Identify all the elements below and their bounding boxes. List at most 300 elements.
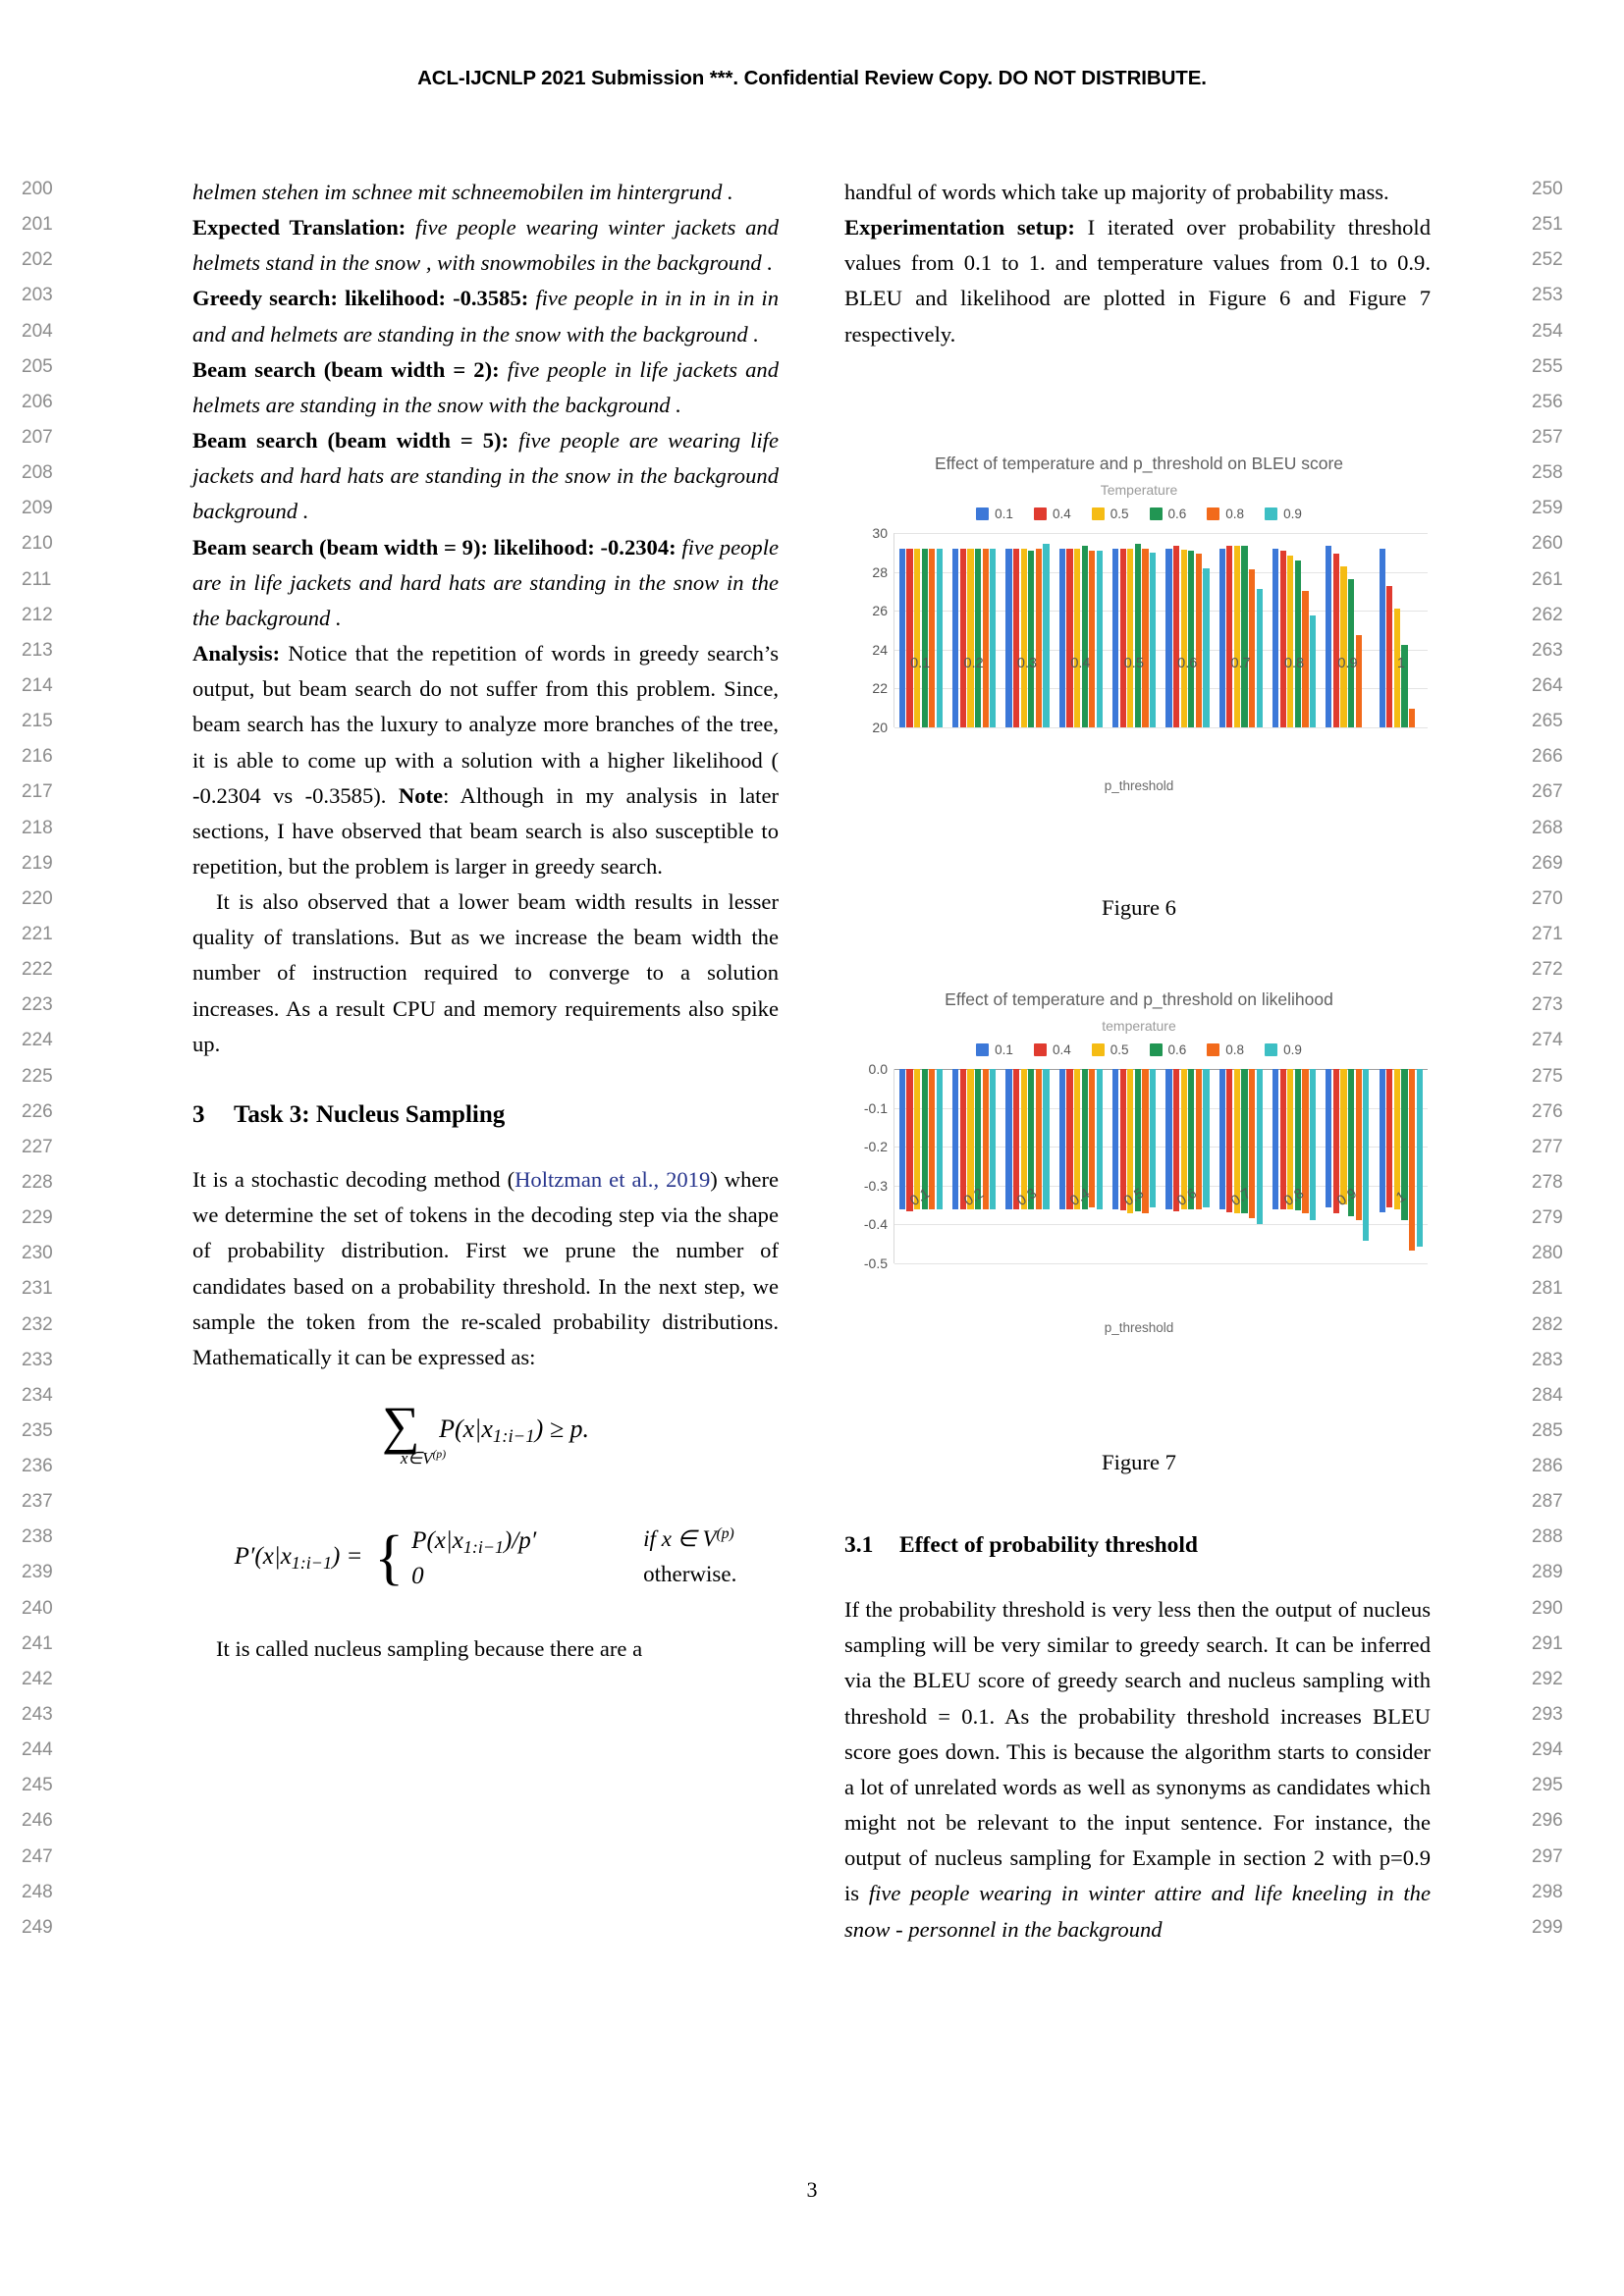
bar[interactable] (1333, 554, 1339, 727)
line-number: 229 (22, 1207, 53, 1229)
y-tick-label: 26 (872, 603, 888, 619)
bar[interactable] (1272, 1069, 1278, 1209)
equation-nucleus-sum (192, 1396, 779, 1499)
bar[interactable] (1036, 549, 1042, 727)
line-number: 271 (1532, 923, 1563, 944)
legend-item[interactable] (1092, 507, 1129, 521)
line-number: 211 (22, 568, 52, 590)
bars (1272, 533, 1317, 727)
legend-item[interactable] (1092, 1042, 1129, 1057)
legend-label: 0.4 (1052, 507, 1071, 521)
bars (1165, 533, 1211, 727)
line-number: 267 (1532, 781, 1563, 803)
legend-item[interactable] (1265, 507, 1302, 521)
bar[interactable] (1188, 551, 1194, 727)
line-number: 265 (1532, 711, 1563, 732)
bar[interactable] (1310, 615, 1316, 727)
bars (1058, 1069, 1104, 1263)
legend-item[interactable] (1207, 507, 1244, 521)
bar[interactable] (914, 549, 920, 727)
legend-label: 0.5 (1110, 1042, 1129, 1057)
x-tick-label: 1 (1393, 1189, 1409, 1206)
bar[interactable] (1196, 1069, 1202, 1209)
line-number: 282 (1532, 1313, 1563, 1335)
bars (898, 533, 944, 727)
analysis-text: Notice that the repetition of words in greedy search’s output, but beam search do not suffer from this problem. Since, beam search has the luxury to analyze more branches of the tree, it is able to come up with a solution with a higher likelihood ( -0.2304 vs -0.3585). (192, 641, 779, 808)
sum-limit-superscript: (p) (432, 1448, 447, 1461)
bar[interactable] (1165, 549, 1171, 727)
line-number: 231 (22, 1278, 53, 1300)
nucleus-intro-b: ) where we determine the set of tokens in the decoding step via the shape of probability distribution. First we prune the number of candidates based on a probability threshold. In the next step, we sample the token from the re-scaled probability distributions. Mathematically it can be expressed as: (192, 1167, 779, 1369)
bar-group (1215, 1069, 1268, 1263)
case-row-1 (411, 1524, 736, 1560)
greedy-search-text: five people in in in in in in and and helmets are standing in the snow with the background . (192, 286, 779, 347)
bar-group (1375, 533, 1428, 727)
bars (1112, 533, 1158, 727)
figure-6-legend-title: Temperature (1100, 482, 1178, 498)
line-number: 235 (22, 1419, 53, 1441)
y-tick-label: 22 (872, 680, 888, 697)
note-label: Note (398, 782, 444, 808)
x-tick-label: 0.3 (1014, 1185, 1040, 1210)
figure-7-plot (844, 1061, 1434, 1271)
legend-item[interactable] (1034, 507, 1071, 521)
bar[interactable] (967, 549, 973, 727)
bar-group (1108, 1069, 1161, 1263)
legend-label: 0.6 (1167, 1042, 1187, 1057)
legend-label: 0.5 (1110, 507, 1129, 521)
bar[interactable] (1066, 549, 1072, 727)
line-number: 292 (1532, 1668, 1563, 1689)
bars (1005, 1069, 1051, 1263)
legend-swatch-icon (1265, 1043, 1277, 1056)
bar[interactable] (1234, 546, 1240, 727)
y-tick-label: -0.2 (863, 1139, 888, 1155)
bar[interactable] (1326, 1069, 1331, 1207)
bar-group (1001, 533, 1055, 727)
legend-swatch-icon (1207, 1043, 1219, 1056)
bar[interactable] (1005, 549, 1011, 727)
x-tick-label: 0.2 (963, 656, 984, 671)
bar-groups (894, 533, 1428, 727)
figure-6-x-axis-title: p_threshold (1104, 778, 1174, 793)
bar[interactable] (1059, 549, 1065, 727)
equation2-lhs (235, 1542, 363, 1575)
right-column-bottom (844, 1522, 1431, 1948)
sum-body-subscript: 1:i−1 (492, 1426, 535, 1448)
section-title: Task 3: Nucleus Sampling (234, 1100, 506, 1128)
paragraph-beam-search-5 (192, 423, 779, 529)
y-tick-label: -0.1 (863, 1099, 888, 1116)
line-number: 214 (22, 674, 53, 696)
line-number: 230 (22, 1243, 53, 1264)
case-row-2 (411, 1560, 736, 1592)
bar[interactable] (1082, 546, 1088, 727)
bar[interactable] (1028, 551, 1034, 727)
case1-close: )/p′ (504, 1527, 537, 1554)
legend-label: 0.6 (1167, 507, 1187, 521)
page-header: ACL-IJCNLP 2021 Submission ***. Confidential Review Copy. DO NOT DISTRIBUTE. (417, 67, 1207, 89)
line-number: 208 (22, 462, 53, 484)
bar[interactable] (1219, 1069, 1225, 1209)
line-number: 254 (1532, 320, 1563, 342)
bar[interactable] (1363, 1069, 1369, 1241)
line-number: 262 (1532, 604, 1563, 625)
bar[interactable] (899, 1069, 905, 1209)
case2-value: 0 (411, 1562, 424, 1589)
bar[interactable] (1249, 569, 1255, 727)
figure-6-plot (844, 525, 1434, 735)
bar[interactable] (1089, 551, 1095, 727)
greedy-search-label: Greedy search: likelihood: -0.3585: (192, 286, 529, 311)
bar[interactable] (1181, 550, 1187, 727)
bars (1112, 1069, 1158, 1263)
bar[interactable] (1380, 549, 1385, 727)
bar-group (1001, 1069, 1055, 1263)
bar[interactable] (906, 549, 912, 727)
bar[interactable] (937, 1069, 943, 1209)
line-number: 233 (22, 1349, 53, 1370)
bar[interactable] (937, 549, 943, 727)
nucleus-intro-a: It is a stochastic decoding method ( (192, 1167, 515, 1193)
bar[interactable] (1142, 549, 1148, 727)
bar[interactable] (1112, 549, 1118, 727)
bar[interactable] (1280, 551, 1286, 727)
bar[interactable] (1021, 549, 1027, 727)
bar[interactable] (1112, 1069, 1118, 1209)
sigma-icon: ∑ (381, 1396, 420, 1455)
bar[interactable] (1326, 546, 1331, 727)
figure-7-x-axis-title: p_threshold (1104, 1320, 1174, 1335)
sum-body-close: ) ≥ p. (534, 1415, 590, 1443)
line-number: 210 (22, 533, 53, 555)
y-tick-label: 28 (872, 563, 888, 580)
bar[interactable] (1386, 1069, 1392, 1207)
line-number: 237 (22, 1491, 53, 1513)
paragraph-threshold-effect (844, 1592, 1431, 1948)
left-column (192, 175, 779, 1667)
line-number: 255 (1532, 355, 1563, 377)
paragraph-experimentation-setup (844, 210, 1431, 352)
line-number: 227 (22, 1136, 53, 1157)
threshold-effect-text: If the probability threshold is very less then the output of nucleus sampling will be very similar to greedy search. It can be inferred via the BLEU score of greedy search and nucleus sampling with threshold = 0.1. As the probability threshold increases BLEU score goes down. This is because the algorithm starts to consider a lot of unrelated words as well as synonyms as candidates which might not be relevant to the input sentence. For instance, the output of nucleus sampling for Example in section 2 with p=0.9 is (844, 1597, 1431, 1906)
line-number: 251 (1532, 214, 1563, 236)
subsection-number: 3.1 (844, 1532, 874, 1558)
line-number: 291 (1532, 1632, 1563, 1654)
bar[interactable] (1005, 1069, 1011, 1209)
bar[interactable] (1059, 1069, 1065, 1209)
citation-holtzman[interactable]: Holtzman et al., 2019 (514, 1167, 711, 1193)
bar[interactable] (983, 549, 989, 727)
figure-7-legend (844, 1042, 1434, 1057)
bar-group (947, 533, 1001, 727)
paragraph-prob-mass: handful of words which take up majority of probability mass. (844, 180, 1389, 204)
x-tick-label: 0.9 (1334, 1185, 1361, 1210)
line-number: 269 (1532, 852, 1563, 874)
x-tick-label: 0.9 (1337, 656, 1358, 671)
legend-swatch-icon (1150, 507, 1163, 520)
eq2-lhs-close: ) = (331, 1543, 363, 1571)
bar[interactable] (1120, 549, 1126, 727)
bar-group (1268, 1069, 1321, 1263)
bar-group (1161, 533, 1214, 727)
legend-item[interactable] (1150, 1042, 1187, 1057)
bar-group (1055, 1069, 1108, 1263)
line-number: 200 (22, 179, 53, 199)
bar[interactable] (1340, 566, 1346, 727)
line-number: 285 (1532, 1419, 1563, 1441)
line-number: 222 (22, 959, 53, 981)
bar[interactable] (952, 1069, 958, 1209)
case1-cond-text: if x ∈ V (643, 1526, 717, 1551)
note-text: : Although in my analysis in later sections, I have observed that beam search is also susceptible to repetition, but the problem is larger in greedy search. (192, 782, 779, 879)
bars (1326, 533, 1371, 727)
line-number: 277 (1532, 1136, 1563, 1157)
bar[interactable] (1066, 1069, 1072, 1209)
bars (952, 533, 998, 727)
bar[interactable] (1295, 561, 1301, 727)
line-number: 253 (1532, 285, 1563, 306)
case2-condition: otherwise. (643, 1561, 737, 1586)
bar[interactable] (1409, 709, 1415, 727)
bars (1326, 1069, 1371, 1263)
bar[interactable] (1241, 546, 1247, 727)
legend-label: 0.4 (1052, 1042, 1071, 1057)
case-brace-icon: { (374, 1524, 405, 1592)
figure-7-legend-title: temperature (1102, 1018, 1176, 1034)
line-number: 228 (22, 1171, 53, 1193)
bars (1379, 1069, 1424, 1263)
paragraph-nucleus-naming: It is called nucleus sampling because there are a (216, 1635, 643, 1661)
figure-6-title: Effect of temperature and p_threshold on BLEU score (934, 454, 1344, 473)
y-tick-label: 20 (872, 720, 888, 735)
legend-swatch-icon (1207, 507, 1219, 520)
line-number: 296 (1532, 1810, 1563, 1832)
legend-item[interactable] (976, 507, 1013, 521)
line-number: 293 (1532, 1704, 1563, 1726)
bars (1165, 1069, 1211, 1263)
bar[interactable] (1409, 1069, 1415, 1251)
line-number: 239 (22, 1562, 53, 1583)
bar[interactable] (1135, 544, 1141, 727)
bar-group (1161, 1069, 1214, 1263)
line-number: 263 (1532, 639, 1563, 661)
legend-item[interactable] (1207, 1042, 1244, 1057)
legend-label: 0.8 (1225, 507, 1245, 521)
bar[interactable] (1127, 549, 1133, 727)
legend-item[interactable] (1265, 1042, 1302, 1057)
bar[interactable] (975, 549, 981, 727)
bar-group (1108, 533, 1161, 727)
bar-group (894, 533, 947, 727)
gridline (894, 727, 1428, 728)
sum-body-p: P(x|x (439, 1415, 493, 1443)
x-tick-label: 0.6 (1174, 1185, 1201, 1210)
legend-item[interactable] (1150, 507, 1187, 521)
beam-search-9-label: Beam search (beam width = 9): likelihood: -0.2304: (192, 534, 677, 560)
line-number: 216 (22, 746, 53, 768)
line-number: 297 (1532, 1845, 1563, 1867)
bar[interactable] (960, 549, 966, 727)
line-number: 204 (22, 320, 53, 342)
x-tick-label: 0.8 (1281, 1185, 1307, 1210)
paragraph-nucleus-intro (192, 1162, 779, 1375)
page-number: 3 (806, 2177, 818, 2202)
line-number: 226 (22, 1100, 53, 1122)
line-number: 288 (1532, 1526, 1563, 1548)
figure-6 (844, 454, 1434, 793)
bar[interactable] (1356, 635, 1362, 727)
legend-swatch-icon (1034, 507, 1047, 520)
line-number: 264 (1532, 674, 1563, 696)
line-numbers-left (22, 172, 90, 1946)
line-number: 218 (22, 817, 53, 838)
bar[interactable] (1013, 549, 1019, 727)
line-number: 207 (22, 426, 53, 448)
bar[interactable] (983, 1069, 989, 1209)
bar[interactable] (1226, 546, 1232, 727)
line-number: 290 (1532, 1597, 1563, 1619)
line-number: 224 (22, 1030, 53, 1051)
legend-swatch-icon (976, 1043, 989, 1056)
analysis-label: Analysis: (192, 641, 281, 667)
bar[interactable] (1417, 1069, 1423, 1247)
bar[interactable] (990, 1069, 996, 1209)
eq2-lhs-subscript: 1:i−1 (291, 1553, 332, 1574)
bars (1218, 533, 1264, 727)
bars (1379, 533, 1424, 727)
bar[interactable] (952, 549, 958, 727)
line-numbers-right (1532, 172, 1600, 1946)
bar[interactable] (1165, 1069, 1171, 1209)
line-number: 280 (1532, 1243, 1563, 1264)
x-tick-label: 0.4 (1067, 1185, 1094, 1210)
bar[interactable] (929, 549, 935, 727)
line-number: 287 (1532, 1491, 1563, 1513)
bar[interactable] (1340, 1069, 1346, 1204)
line-number: 241 (22, 1632, 53, 1654)
line-number: 284 (1532, 1384, 1563, 1406)
bar[interactable] (990, 549, 996, 727)
line-number: 212 (22, 604, 53, 625)
paragraph-beam-search-2 (192, 352, 779, 423)
line-number: 203 (22, 285, 53, 306)
x-tick-label: 0.4 (1070, 656, 1091, 671)
bar[interactable] (1097, 551, 1103, 727)
bar[interactable] (1013, 1069, 1019, 1209)
legend-item[interactable] (1034, 1042, 1071, 1057)
bar[interactable] (1348, 579, 1354, 727)
threshold-effect-example: five people wearing in winter attire and life kneeling in the snow - personnel in the background (844, 1881, 1431, 1942)
line-number: 273 (1532, 994, 1563, 1016)
bar[interactable] (1173, 546, 1179, 727)
line-number: 268 (1532, 817, 1563, 838)
bar[interactable] (1280, 1069, 1286, 1209)
line-number: 246 (22, 1810, 53, 1832)
experimentation-setup-text: I iterated over probability threshold values from 0.1 to 1. and temperature values from 0.1 to 0.9. BLEU and likelihood are plotted in Figure 6 and Figure 7 respectively. (844, 215, 1431, 347)
line-number: 206 (22, 391, 53, 412)
x-tick-label: 0.7 (1227, 1185, 1254, 1210)
line-number: 225 (22, 1065, 53, 1087)
line-number: 245 (22, 1775, 53, 1796)
bars (1058, 533, 1104, 727)
line-number: 276 (1532, 1100, 1563, 1122)
bar[interactable] (1272, 549, 1278, 727)
line-number: 257 (1532, 426, 1563, 448)
line-number: 278 (1532, 1171, 1563, 1193)
bar[interactable] (1219, 549, 1225, 727)
legend-label: 0.9 (1283, 1042, 1302, 1057)
bar[interactable] (1203, 1069, 1209, 1207)
right-column-top (844, 175, 1431, 347)
x-tick-label: 0.1 (907, 1185, 933, 1210)
bar[interactable] (1203, 568, 1209, 727)
eq2-lhs-p: P′(x|x (234, 1543, 292, 1571)
line-number: 274 (1532, 1030, 1563, 1051)
bar[interactable] (1287, 556, 1293, 727)
section-number: 3 (192, 1100, 205, 1128)
bar[interactable] (1074, 549, 1080, 727)
case1-cond-sup: (p) (716, 1525, 734, 1543)
line-number: 238 (22, 1526, 53, 1548)
line-number: 252 (1532, 249, 1563, 271)
x-tick-label: 0.7 (1230, 656, 1251, 671)
case1-p: P(x|x (411, 1527, 463, 1554)
paragraph-greedy-search (192, 281, 779, 351)
bar[interactable] (1089, 1069, 1095, 1207)
experimentation-setup-label: Experimentation setup: (844, 215, 1075, 240)
figure-7-title: Effect of temperature and p_threshold on likelihood (945, 989, 1333, 1009)
legend-label: 0.1 (995, 1042, 1013, 1057)
legend-label: 0.1 (995, 507, 1013, 521)
bar[interactable] (1097, 1069, 1103, 1209)
bar-group (894, 1069, 947, 1263)
legend-item[interactable] (976, 1042, 1013, 1057)
line-number: 266 (1532, 746, 1563, 768)
line-number: 220 (22, 887, 53, 909)
line-number: 242 (22, 1668, 53, 1689)
expected-translation-text: five people wearing winter jackets and helmets stand in the snow , with snowmobiles in the background . (192, 215, 779, 276)
line-number: 275 (1532, 1065, 1563, 1087)
beam-search-2-text: five people in life jackets and helmets are standing in the snow with the background . (192, 356, 779, 417)
bar[interactable] (1150, 553, 1156, 727)
bar[interactable] (899, 549, 905, 727)
line-number: 205 (22, 355, 53, 377)
bar[interactable] (1150, 1069, 1156, 1207)
bar-group (1375, 1069, 1428, 1263)
sum-limit-prefix: x∈V (400, 1448, 433, 1468)
bar[interactable] (1043, 544, 1049, 727)
bars (1005, 533, 1051, 727)
case1-value (411, 1524, 643, 1560)
line-number: 258 (1532, 462, 1563, 484)
bar[interactable] (1036, 1069, 1042, 1209)
line-number: 260 (1532, 533, 1563, 555)
beam-search-2-label: Beam search (beam width = 2): (192, 356, 500, 382)
bar[interactable] (929, 1069, 935, 1209)
bar-group (1215, 533, 1268, 727)
y-tick-label: -0.4 (863, 1216, 888, 1233)
line-number: 250 (1532, 179, 1563, 199)
bar-groups (894, 1069, 1428, 1263)
bars (952, 1069, 998, 1263)
bar[interactable] (1196, 554, 1202, 727)
bar[interactable] (922, 549, 928, 727)
line-number: 201 (22, 214, 53, 236)
bar-group (947, 1069, 1001, 1263)
bar[interactable] (960, 1069, 966, 1209)
bar[interactable] (1043, 1069, 1049, 1209)
